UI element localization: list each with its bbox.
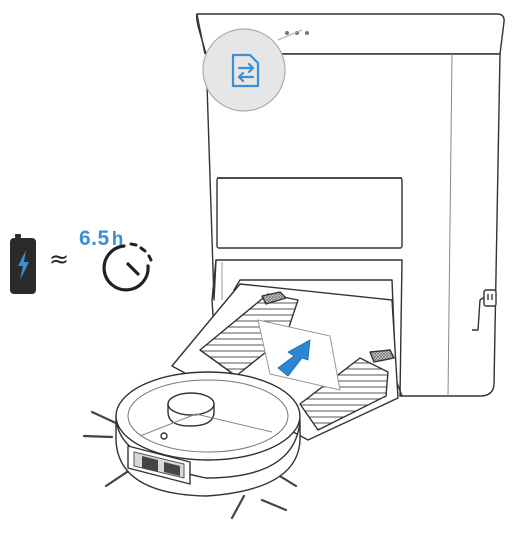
charge-time-label (79, 227, 124, 252)
charge-time-unit: h (111, 229, 124, 250)
power-plug-icon (484, 290, 496, 306)
approx-symbol: ≈ (49, 245, 70, 273)
robot-button (161, 433, 167, 439)
dock-window (217, 178, 402, 248)
charge-time-value: 6.5 (79, 227, 110, 250)
battery-charging-icon (10, 234, 36, 294)
robot-vacuum (84, 372, 300, 518)
